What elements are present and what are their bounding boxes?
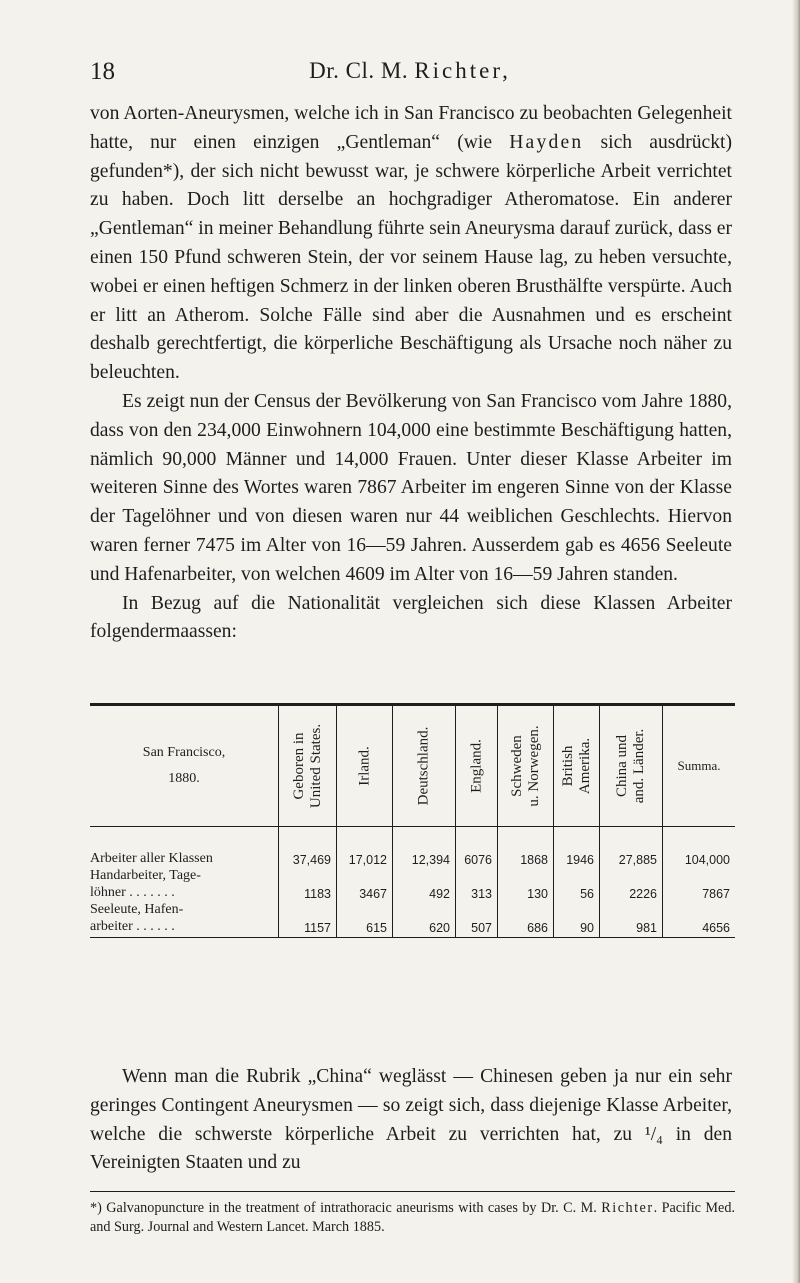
table-cell: 686	[498, 901, 554, 938]
col-england-line1: England.	[468, 739, 484, 793]
col-header-british	[554, 705, 600, 827]
footnote	[90, 1199, 735, 1237]
col-china-line1: China und	[614, 734, 630, 798]
text-after-table	[90, 1063, 732, 1178]
table-cell: 620	[393, 901, 456, 938]
footnote-text-c: . Pacific Med. and Surg. Journal and Western Lancet. March 1885.	[90, 1200, 735, 1235]
row-label-b: arbeiter . . . . . .	[90, 919, 175, 934]
paragraph-4: Wenn man die Rubrik „China“ weglässt — Chinesen geben ja nur ein sehr geringes Contingent Aneurysmen — so zeigt sich, dass diejenige Klasse Arbeiter, welche die schwerste körperliche Arbeit zu verrichten hat, zu ¹/₄ in den Vereinigten Staaten und zu	[90, 1066, 732, 1174]
paragraph-1-part-b: sich ausdrückt) gefunden*), der sich nicht bewusst war, je schwere körperliche Arbeit verrichtet zu haben. Doch litt derselbe an hochgradiger Atheromatose. Ein anderer „Gentleman“ in meiner Behandlung führte sein Aneurysma darauf zurück, dass er einen 150 Pfund schweren Stein, der vor seinem Hause lag, zu heben versuchte, wobei er einen heftigen Schmerz in der linken oberen Brusthälfte verspürte. Auch er litt an Atherom. Solche Fälle sind aber die Ausnahmen und es erscheint deshalb gerechtfertigt, die körperliche Beschäftigung als Ursache noch näher zu beleuchten.	[90, 131, 732, 384]
author-surname: Richter,	[414, 58, 511, 83]
col-usa-line1: Geboren in	[290, 732, 307, 800]
footnote-author: Richter	[601, 1200, 654, 1216]
row-label-a: Seeleute, Hafen-	[90, 902, 184, 917]
table-cell: 130	[498, 867, 554, 901]
col-header-schweden	[498, 705, 554, 827]
table-row	[90, 901, 735, 938]
name-hayden: Hayden	[509, 131, 584, 153]
row-label	[90, 901, 279, 938]
stub-line-2: 1880.	[168, 771, 200, 786]
table-cell: 507	[456, 901, 498, 938]
col-british-line1: British	[559, 745, 576, 787]
col-schweden-line1: Schweden	[508, 735, 525, 797]
col-header-china	[600, 705, 663, 827]
paragraph-1	[90, 100, 732, 388]
page-edge-shadow	[792, 0, 800, 1283]
row-label-a: Arbeiter aller Klassen	[90, 851, 213, 866]
nationality-table-wrap	[90, 703, 735, 938]
col-header-summa: Summa.	[663, 705, 736, 827]
row-label-a: Handarbeiter, Tage-	[90, 868, 201, 883]
paragraph-2: Es zeigt nun der Census der Bevölkerung von San Francisco vom Jahre 1880, dass von den 234,000 Einwohnern 104,000 eine bestimmte Beschäftigung hatten, nämlich 90,000 Männer und 14,000 Frauen. Unter dieser Klasse Arbeiter im weiteren Sinne des Wortes waren 7867 Arbeiter im engeren Sinne von der Klasse der Tagelöhner und von diesen waren nur 44 weiblichen Geschlechts. Hiervon waren ferner 7475 im Alter von 16—59 Jahren. Ausserdem gab es 4656 Seeleute und Hafenarbeiter, von welchen 4609 im Alter von 16—59 Jahren standen.	[90, 390, 732, 585]
col-irland-line1: Irland.	[356, 746, 372, 786]
table-cell: 1157	[279, 901, 337, 938]
table-header-row	[90, 705, 735, 827]
main-text-block	[90, 100, 732, 647]
table-cell: 37,469	[279, 827, 337, 868]
running-header	[90, 58, 730, 88]
author-initials: Dr. Cl. M.	[309, 58, 409, 83]
col-china-line2: and. Länder.	[631, 728, 647, 804]
table-cell: 981	[600, 901, 663, 938]
page-number: 18	[90, 58, 115, 85]
col-header-irland	[337, 705, 393, 827]
nationality-table	[90, 703, 735, 938]
table-cell: 2226	[600, 867, 663, 901]
paragraph-1-part-a: von Aorten-Aneurysmen, welche ich in San Francisco zu beobachten Gelegenheit hatte, nur einen einzigen „Gentleman“ (wie	[90, 103, 732, 153]
table-cell: 17,012	[337, 827, 393, 868]
table-cell: 104,000	[663, 827, 736, 868]
table-cell: 12,394	[393, 827, 456, 868]
footnote-rule	[90, 1191, 735, 1192]
table-row	[90, 867, 735, 901]
table-cell: 7867	[663, 867, 736, 901]
col-header-england	[456, 705, 498, 827]
row-label	[90, 827, 279, 868]
table-cell: 1946	[554, 827, 600, 868]
col-header-deutschland	[393, 705, 456, 827]
table-cell: 27,885	[600, 827, 663, 868]
table-row	[90, 827, 735, 868]
col-deutschland-line1: Deutschland.	[415, 726, 432, 806]
row-label-b: löhner . . . . . . .	[90, 885, 175, 900]
col-british-line2: Amerika.	[576, 737, 593, 795]
col-usa-line2: United States.	[307, 723, 324, 809]
table-cell: 492	[393, 867, 456, 901]
footnote-marker: *)	[90, 1200, 102, 1216]
table-cell: 1183	[279, 867, 337, 901]
table-cell: 3467	[337, 867, 393, 901]
col-schweden-line2: u. Norwegen.	[525, 725, 542, 807]
table-cell: 615	[337, 901, 393, 938]
table-cell: 6076	[456, 827, 498, 868]
table-cell: 4656	[663, 901, 736, 938]
table-cell: 1868	[498, 827, 554, 868]
footnote-text-a: Galvanopuncture in the treatment of intrathoracic aneurisms with cases by Dr. C. M.	[106, 1200, 602, 1216]
stub-line-1: San Francisco,	[142, 745, 226, 760]
col-header-usa	[279, 705, 337, 827]
table-stub-header	[90, 705, 279, 827]
row-label	[90, 867, 279, 901]
table-cell: 90	[554, 901, 600, 938]
table-cell: 313	[456, 867, 498, 901]
table-cell: 56	[554, 867, 600, 901]
running-title	[90, 58, 730, 84]
paragraph-3: In Bezug auf die Nationalität vergleichen sich diese Klassen Arbeiter folgendermaassen:	[90, 592, 732, 643]
